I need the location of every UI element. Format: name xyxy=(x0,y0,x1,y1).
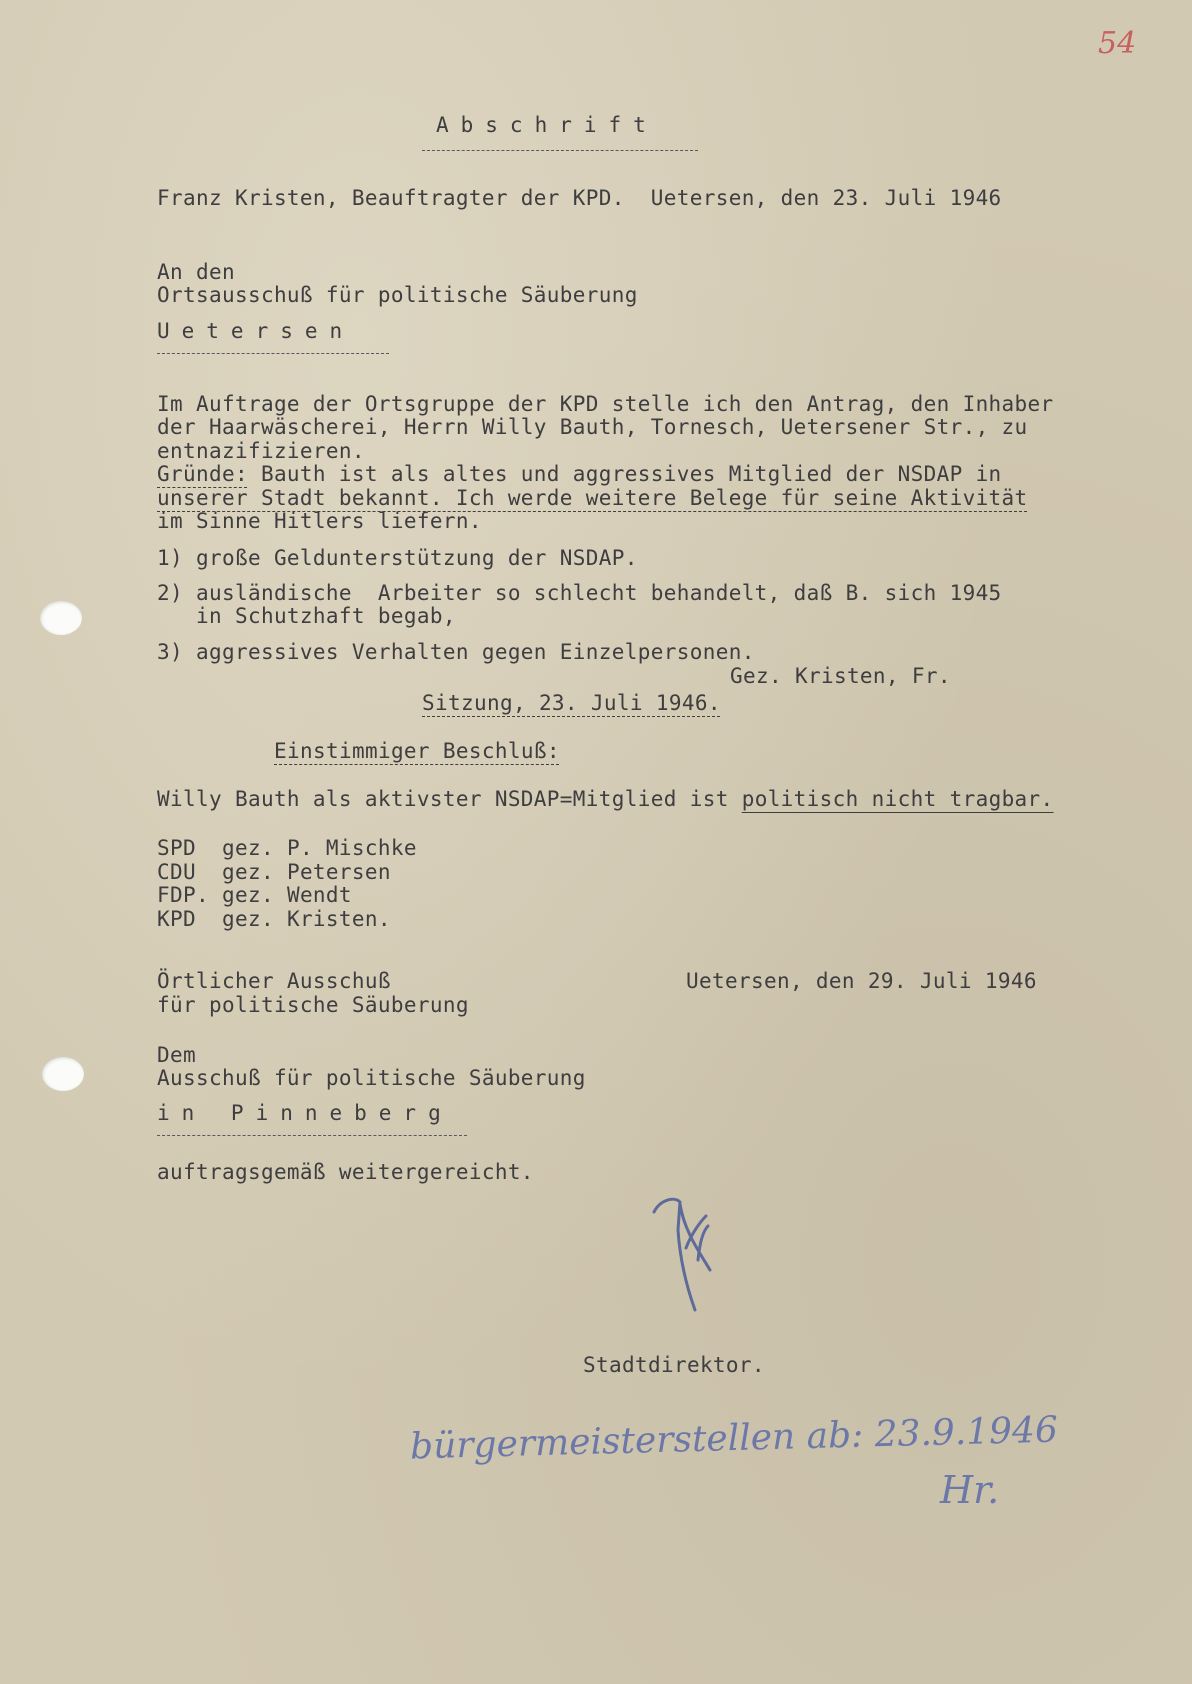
point-1: 1) große Geldunterstützung der NSDAP. xyxy=(157,546,638,570)
body-line-6: im Sinne Hitlers liefern. xyxy=(157,509,482,533)
decision-text: Willy Bauth als aktivster NSDAP=Mitglied ist xyxy=(157,787,742,811)
point-2-line-1: 2) ausländische Arbeiter so schlecht behandelt, daß B. sich 1945 xyxy=(157,581,1002,605)
forward-to-line-1: Dem xyxy=(157,1043,196,1067)
recipient-city: Uetersen xyxy=(157,319,355,343)
reasons-label: Gründe: xyxy=(157,462,248,486)
body-line-5: unserer Stadt bekannt. Ich werde weitere Belege für seine Aktivität xyxy=(157,486,1028,510)
forward-to-city: in Pinneberg xyxy=(157,1101,453,1125)
body-line-3: entnazifizieren. xyxy=(157,439,365,463)
forward-to-city-underline xyxy=(157,1135,467,1136)
forward-note: auftragsgemäß weitergereicht. xyxy=(157,1160,534,1184)
handwritten-initials: Hr. xyxy=(940,1468,1000,1512)
forward-date: Uetersen, den 29. Juli 1946 xyxy=(686,969,1037,993)
recipient-line-2: Ortsausschuß für politische Säuberung xyxy=(157,283,638,307)
signature-title: Stadtdirektor. xyxy=(583,1353,765,1377)
forward-from-line-2: für politische Säuberung xyxy=(157,993,469,1017)
recipient-line-1: An den xyxy=(157,260,235,284)
signed-by: Gez. Kristen, Fr. xyxy=(730,664,951,688)
document-title: Abschrift xyxy=(436,113,658,137)
body-line-2: der Haarwäscherei, Herrn Willy Bauth, Tornesch, Uetersener Str., zu xyxy=(157,415,1028,439)
point-3: 3) aggressives Verhalten gegen Einzelpersonen. xyxy=(157,640,755,664)
body-line-4-text: Bauth ist als altes und aggressives Mitglied der NSDAP in xyxy=(247,462,1002,486)
page-number: 54 xyxy=(1098,26,1137,61)
decision-label: Einstimmiger Beschluß: xyxy=(274,739,560,763)
session-line: Sitzung, 23. Juli 1946. xyxy=(422,691,721,715)
signature-mark xyxy=(640,1190,730,1320)
decision-line xyxy=(157,787,1054,811)
forward-from-line-1: Örtlicher Ausschuß xyxy=(157,969,391,993)
signatory-row: SPD gez. P. Mischke xyxy=(157,836,417,860)
point-2-line-2: in Schutzhaft begab, xyxy=(157,604,456,628)
signatory-row: FDP. gez. Wendt xyxy=(157,883,352,907)
punch-hole-top xyxy=(40,601,82,635)
handwritten-note: bürgermeisterstellen ab: 23.9.1946 xyxy=(409,1409,1059,1468)
decision-emphasis: politisch nicht tragbar. xyxy=(741,787,1054,811)
signatory-row: KPD gez. Kristen. xyxy=(157,907,391,931)
title-underline xyxy=(422,150,698,151)
sender-line: Franz Kristen, Beauftragter der KPD. Uetersen, den 23. Juli 1946 xyxy=(157,186,1002,210)
recipient-city-underline xyxy=(157,353,389,354)
body-line-4 xyxy=(157,462,1002,486)
signatory-row: CDU gez. Petersen xyxy=(157,860,391,884)
forward-to-line-2: Ausschuß für politische Säuberung xyxy=(157,1066,586,1090)
body-line-1: Im Auftrage der Ortsgruppe der KPD stelle ich den Antrag, den Inhaber xyxy=(157,392,1054,416)
punch-hole-bottom xyxy=(42,1057,84,1091)
